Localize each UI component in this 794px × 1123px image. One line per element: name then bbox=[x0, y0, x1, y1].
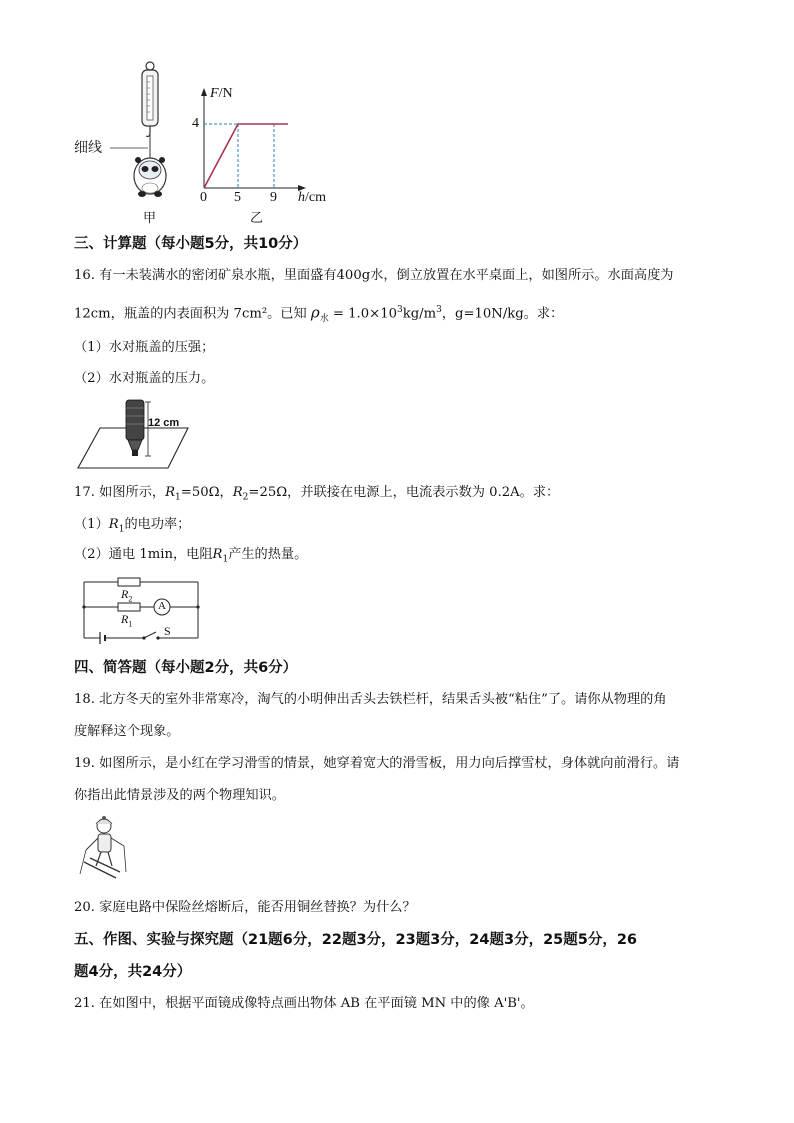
graph-x-tick-0: 0 bbox=[200, 190, 207, 205]
circuit-r1-label: $R_1$ bbox=[121, 612, 133, 629]
circuit-r2-label: $R_2$ bbox=[121, 587, 133, 604]
section5-title-line1: 五、作图、实验与探究题（21题6分，22题3分，23题3分，24题3分，25题5分，26 bbox=[74, 932, 638, 948]
q17-sub2: （2）通电 1min，电阻$R_1$产生的热量。 bbox=[74, 547, 308, 565]
graph-x-tick-5: 5 bbox=[234, 190, 241, 205]
q21-line1: 21. 在如图中，根据平面镜成像特点画出物体 AB 在平面镜 MN 中的像 A'B'。 bbox=[74, 996, 534, 1011]
graph-x-label: h/cm bbox=[298, 190, 326, 205]
q19-line2: 你指出此情景涉及的两个物理知识。 bbox=[74, 788, 285, 803]
label-string: 细线 bbox=[74, 141, 102, 156]
bottle-drawing bbox=[76, 398, 196, 470]
circuit-ammeter-label: A bbox=[158, 600, 166, 612]
q16-sub2: （2）水对瓶盖的压力。 bbox=[74, 371, 215, 386]
circuit-switch-label: S bbox=[164, 624, 171, 638]
q16-sub1: （1）水对瓶盖的压强； bbox=[74, 340, 215, 355]
bottle-height-label: 12 cm bbox=[148, 417, 180, 429]
graph-x-tick-9: 9 bbox=[270, 190, 277, 205]
q18-line2: 度解释这个现象。 bbox=[74, 724, 180, 739]
label-yi: 乙 bbox=[250, 210, 264, 225]
q16-line2: 12cm，瓶盖的内表面积为 7cm²。已知 $\rho_水 = 1.0\times 10^3kg/m^3$，g=10N/kg。求： bbox=[74, 303, 564, 325]
figure-bottle bbox=[76, 398, 196, 470]
label-jia: 甲 bbox=[143, 210, 157, 225]
figure-skier bbox=[76, 816, 136, 882]
skier-drawing bbox=[76, 816, 136, 882]
graph-y-label: F/N bbox=[210, 86, 233, 101]
graph-y-tick-4: 4 bbox=[192, 116, 199, 131]
q16-line1: 16. 有一未装满水的密闭矿泉水瓶，里面盛有400g水，倒立放置在水平桌面上，如图所示。水面高度为 bbox=[74, 268, 674, 283]
q20-line1: 20. 家庭电路中保险丝熔断后，能否用铜丝替换？为什么？ bbox=[74, 900, 416, 915]
q17-line1: 17. 如图所示，$R_1=50\Omega$，$R_2=25\Omega$，并联接在电源上，电流表示数为 0.2A。求： bbox=[74, 485, 560, 503]
section3-title: 三、计算题（每小题5分，共10分） bbox=[74, 236, 308, 252]
section4-title: 四、简答题（每小题2分，共6分） bbox=[74, 660, 298, 676]
q18-line1: 18. 北方冬天的室外非常寒冷，淘气的小明伸出舌头去铁栏杆，结果舌头被“粘住”了。请你从物理的角 bbox=[74, 692, 667, 707]
q19-line1: 19. 如图所示，是小红在学习滑雪的情景，她穿着宽大的滑雪板，用力向后撑雪杖，身体就向前滑行。请 bbox=[74, 756, 680, 771]
q17-sub1: $(1)R_1$的电功率； bbox=[74, 517, 191, 535]
figure-circuit bbox=[80, 574, 205, 644]
section5-title-line2: 题4分，共24分） bbox=[74, 964, 192, 980]
circuit-drawing bbox=[80, 574, 205, 644]
